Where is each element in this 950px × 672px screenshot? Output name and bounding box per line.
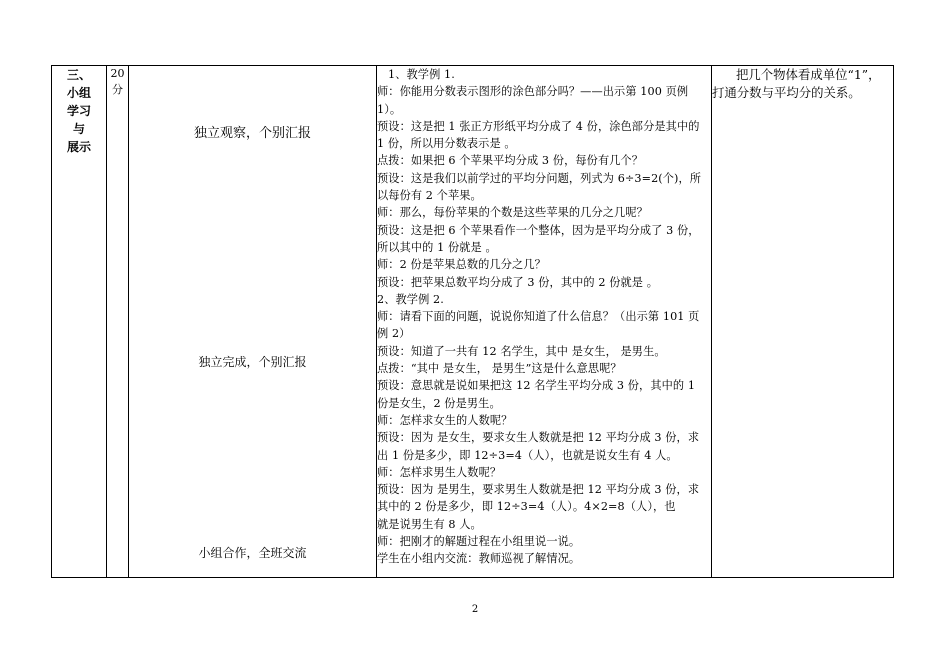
content-line: 例 2） — [377, 327, 411, 341]
content-line: 预设：这是把 6 个苹果看作一个整体，因为是平均分成了 3 份， — [377, 223, 700, 237]
content-line: 预设：知道了一共有 12 名学生，其中 是女生， 是男生。 — [377, 344, 666, 358]
method-label-complete: 独立完成，个别汇报 — [198, 355, 307, 369]
content-line: 其中的 2 份是多少，即 12÷3=4（人）。4×2=8（人），也 — [377, 500, 676, 514]
methods-cell — [129, 66, 377, 578]
method-label-observe: 独立观察，个别汇报 — [193, 126, 311, 141]
intent-line: 打通分数与平均分的关系。 — [712, 85, 861, 100]
content-line: 1）。 — [377, 102, 402, 116]
content-cell — [377, 66, 712, 578]
stage-line: 与 — [72, 122, 85, 136]
content-line: 预设：因为 是女生，要求女生人数就是把 12 平均分成 3 份，求 — [377, 431, 700, 445]
content-line: 预设：这是我们以前学过的平均分问题，列式为 6÷3=2(个)，所 — [377, 171, 702, 185]
content-line: 师：怎样求女生的人数呢？ — [377, 413, 513, 427]
content-line: 1、教学例 1. — [388, 68, 455, 81]
lesson-plan-table — [51, 65, 894, 578]
stage-line: 展示 — [66, 140, 91, 154]
content-line: 预设：因为 是男生，要求男生人数就是把 12 平均分成 3 份，求 — [377, 483, 700, 497]
content-line: 预设：这是把 1 张正方形纸平均分成了 4 份，涂色部分是其中的 — [377, 119, 700, 133]
table-row — [52, 66, 894, 578]
content-line: 出 1 份是多少，即 12÷3=4（人），也就是说女生有 4 人。 — [377, 448, 678, 462]
stage-cell — [52, 66, 107, 578]
content-line: 预设：把苹果总数平均分成了 3 份，其中的 2 份就是 。 — [377, 275, 659, 289]
page-number: 2 — [471, 604, 479, 615]
stage-line: 学习 — [66, 104, 91, 118]
time-cell — [107, 66, 129, 578]
content-line: 2、教学例 2. — [377, 292, 444, 306]
content-line: 师：你能用分数表示图形的涂色部分吗？——出示第 100 页例 — [377, 85, 689, 99]
content-line: 以每份有 2 个苹果。 — [377, 189, 482, 203]
content-line: 学生在小组内交流：教师巡视了解情况。 — [377, 552, 581, 566]
method-label-cooperate: 小组合作，全班交流 — [198, 546, 307, 560]
content-line: 1 份，所以用分数表示是 。 — [377, 137, 516, 151]
intent-line: 把几个物体看成单位“1”， — [736, 67, 881, 82]
stage-line: 三、 — [66, 68, 91, 82]
content-line: 所以其中的 1 份就是 。 — [377, 240, 497, 254]
content-line: 师：那么，每份苹果的个数是这些苹果的几分之几呢？ — [377, 206, 648, 220]
content-line: 点拨：如果把 6 个苹果平均分成 3 份，每份有几个？ — [377, 154, 644, 168]
content-line: 点拨：“其中 是女生， 是男生”这是什么意思呢？ — [377, 362, 622, 376]
content-line: 师：把刚才的解题过程在小组里说一说。 — [377, 535, 581, 549]
stage-line: 小组 — [66, 86, 91, 100]
time-line: 分 — [112, 83, 123, 96]
content-line: 师：2 份是苹果总数的几分之几？ — [377, 258, 546, 272]
content-line: 师：怎样求男生人数呢？ — [377, 465, 502, 479]
content-line: 份是女生，2 份是男生。 — [377, 396, 501, 410]
content-line: 预设：意思就是说如果把这 12 名学生平均分成 3 份，其中的 1 — [377, 379, 696, 393]
content-line: 师：请看下面的问题，说说你知道了什么信息？（出示第 101 页 — [377, 310, 700, 324]
content-line: 就是说男生有 8 人。 — [377, 517, 482, 531]
time-line: 20 — [110, 67, 125, 80]
design-intent-cell — [712, 66, 894, 578]
